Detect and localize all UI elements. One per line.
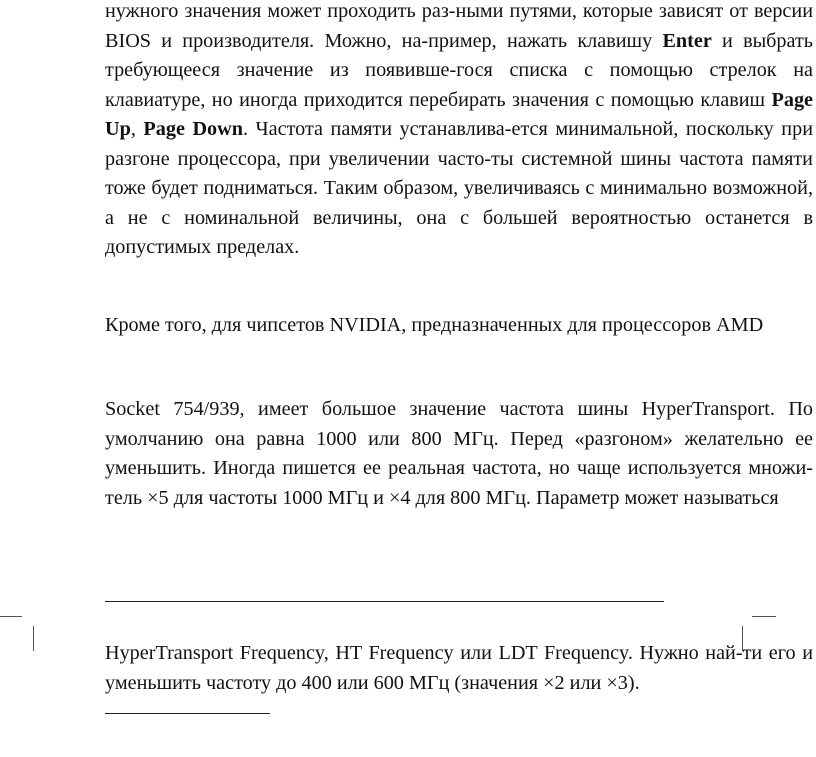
key-page-down: Page Down: [143, 118, 243, 140]
crop-mark-right-horizontal: [752, 616, 776, 617]
paragraph-1-text-b: и выбрать требующееся значение из появивше-гося списка с помощью стрелок на клавиатуре, но иногда приходится перебирать значения с помощью клавиш: [105, 29, 813, 111]
key-page-up: Page Up: [105, 88, 813, 140]
paragraph-hypertransport: Socket 754/939, имеет большое значение частота шины HyperTransport. По умолчанию она равна 1000 или 800 МГц. Перед «разгоном» желательно ее уменьшить. Иногда пишется ее реальная частота, но чаще используется множи-тель ×5 для частоты 1000 МГц и ×4 для 800 МГц. Параметр может называться: [105, 398, 813, 509]
crop-mark-left-horizontal: [0, 616, 22, 617]
paragraph-memory-frequency: [105, 0, 813, 263]
key-enter: Enter: [662, 29, 712, 52]
horizontal-rule: [105, 601, 664, 602]
paragraph-1-text-c: . Частота памяти устанавлива-ется минимальной, поскольку при разгоне процессора, при увеличении часто-ты системной шины частота памяти тоже будет подниматься. Таким образом, увеличиваясь с минимально возможной, а не с номинальной величины, она с большей вероятностью останется в допустимых пределах.: [105, 118, 813, 258]
crop-mark-left-vertical: [33, 626, 34, 651]
key-separator: ,: [130, 118, 144, 140]
paragraph-ht-frequency: HyperTransport Frequency, HT Frequency или LDT Frequency. Нужно най-ти его и уменьшить частоту до 400 или 600 МГц (значения ×2 или ×3).: [105, 642, 813, 694]
footnote-rule: [105, 713, 270, 714]
paragraph-1-text-a: нужного значения может проходить раз-ными путями, которые зависят от версии BIOS и производителя. Можно, на-пример, нажать клавишу: [105, 0, 813, 52]
paragraph-nvidia-chipsets: Кроме того, для чипсетов NVIDIA, предназначенных для процессоров AMD: [105, 314, 764, 336]
